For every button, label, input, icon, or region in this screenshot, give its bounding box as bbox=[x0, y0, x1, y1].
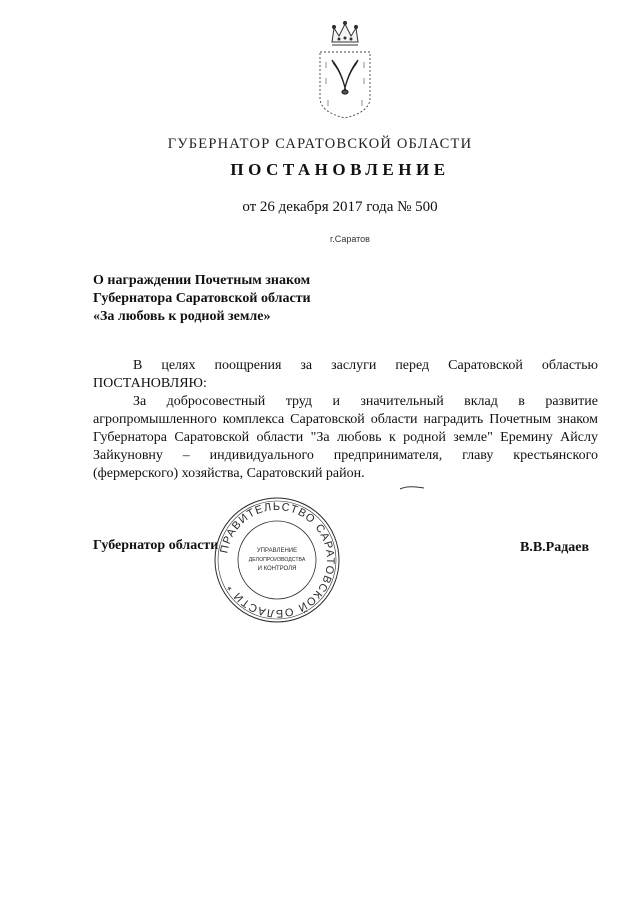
signer-title: Губернатор области bbox=[93, 538, 219, 553]
document-subject bbox=[93, 272, 311, 326]
preamble-line: В целях поощрения за заслуги перед Саратовской областью bbox=[133, 358, 598, 373]
svg-text:И КОНТРОЛЯ: И КОНТРОЛЯ bbox=[257, 566, 297, 572]
subject-line: Губернатора Саратовской области bbox=[93, 291, 311, 306]
handwritten-mark bbox=[398, 484, 426, 492]
subject-line: «За любовь к родной земле» bbox=[93, 309, 271, 324]
issuing-authority: ГУБЕРНАТОР САРАТОВСКОЙ ОБЛАСТИ bbox=[167, 136, 473, 152]
signer-name: В.В.Радаев bbox=[520, 540, 590, 555]
resolution-paragraph: За добросовестный труд и значительный вклад в развитие агропромышленного комплекса Саратовской области наградить Почетным знаком Губернатора Саратовской области "За любовь к родной земле" Еремину Айслу Зайкуновну – индивидуального предпринимателя, главу крестьянского (фермерского) хозяйства, Саратовский район. bbox=[93, 394, 598, 481]
official-seal bbox=[212, 495, 342, 625]
document-type: ПОСТАНОВЛЕНИЕ bbox=[230, 160, 450, 179]
svg-text:ПРАВИТЕЛЬСТВО САРАТОВСКОЙ ОБЛА: ПРАВИТЕЛЬСТВО САРАТОВСКОЙ ОБЛАСТИ * bbox=[218, 500, 337, 620]
subject-line: О награждении Почетным знаком bbox=[93, 273, 311, 288]
saratov-coat-of-arms-icon bbox=[312, 12, 378, 120]
document-city: г.Саратов bbox=[330, 234, 370, 244]
svg-text:ДЕЛОПРОИЗВОДСТВА: ДЕЛОПРОИЗВОДСТВА bbox=[248, 557, 306, 563]
svg-text:УПРАВЛЕНИЕ: УПРАВЛЕНИЕ bbox=[256, 548, 298, 554]
document-date-number: от 26 декабря 2017 года № 500 bbox=[242, 199, 438, 215]
document-body bbox=[93, 357, 598, 483]
resolution-word: ПОСТАНОВЛЯЮ: bbox=[93, 376, 207, 391]
